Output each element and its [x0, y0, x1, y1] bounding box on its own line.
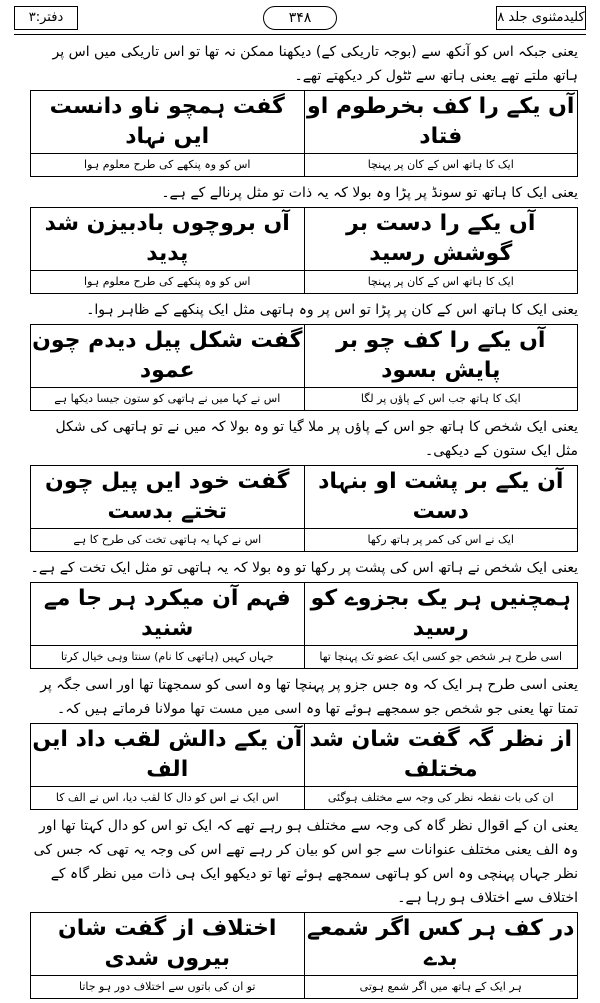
page-body — [30, 40, 578, 1003]
gloss-left: اس نے کہا یہ ہاتھی تخت کی طرح کا ہے — [31, 529, 305, 552]
gloss-left: تو ان کی باتوں سے اختلاف دور ہو جاتا — [31, 976, 305, 999]
commentary-paragraph: یعنی ایک کا ہاتھ اس کے کان پر پڑا تو اس پر وہ ہاتھی مثل ایک پنکھے کے ظاہر ہوا۔ — [86, 302, 578, 318]
volume-label: دفتر:۳ — [14, 6, 78, 30]
verse-left-hemistich: گفت ہمچو ناو دانست ایں نہاد — [31, 91, 305, 154]
verse-left-hemistich: گفت خود ایں پیل چون تختے بدست — [31, 466, 305, 529]
commentary-paragraph: یعنی اسی طرح ہر ایک کہ وہ جس جزو پر پہنچا تھا وہ اسی کو سمجھتا تھا اور اسی جگہ پر تمتا تھا یعنی جو شخص جو سمجھے ہوئے تھا وہ اسی میں مست تھا مولانا فرماتے ہیں کہ۔ — [40, 677, 578, 717]
commentary-paragraph: یعنی ایک شخص نے ہاتھ اس کی پشت پر رکھا تو وہ بولا کہ یہ ہاتھی تو مثل ایک تخت کے ہے۔ — [30, 560, 578, 576]
verse-left-hemistich: آن یکے دالش لقب داد ایں الف — [31, 724, 305, 787]
verse-left-hemistich: آں بروچوں بادبیزن شد پدید — [31, 208, 305, 271]
gloss-left: اس ایک نے اس کو دال کا لقب دیا، اس نے الف کا — [31, 787, 305, 810]
header-rule — [14, 34, 586, 35]
commentary-paragraph: یعنی جبکہ اس کو آنکھ سے (بوجہ تاریکی کے) دیکھنا ممکن نہ تھا تو اس تاریکی میں اس پر ہاتھ ملتے تھے یعنی ہاتھ سے ٹٹول کر دیکھتے تھے۔ — [52, 44, 578, 84]
verse-box — [30, 582, 578, 669]
verse-left-hemistich: فہم آن میکرد ہر جا مے شنید — [31, 583, 305, 646]
verse-box — [30, 207, 578, 294]
verse-right-hemistich: آں یکے را کف بخرطوم او فتاد — [304, 91, 578, 154]
verse-right-hemistich: در کف ہر کس اگر شمعے بدے — [304, 913, 578, 976]
verse-box — [30, 723, 578, 810]
verse-box — [30, 90, 578, 177]
gloss-left: اس کو وہ پنکھے کی طرح معلوم ہوا — [31, 154, 305, 177]
verse-right-hemistich: آں یکے را کف چو بر پایش بسود — [304, 325, 578, 388]
verse-right-hemistich: از نظر گہ گفت شان شد مختلف — [304, 724, 578, 787]
gloss-right: ہر ایک کے ہاتھ میں اگر شمع ہوتی — [304, 976, 578, 999]
gloss-left: اس نے کہا میں نے ہاتھی کو ستون جیسا دیکھا ہے — [31, 388, 305, 411]
commentary-paragraph: یعنی ان کے اقوال نظر گاہ کی وجہ سے مختلف ہو رہے تھے کہ ایک تو اس کو دال کہتا تھا اور وہ الف یعنی مختلف عنوانات سے جو اس کو بیان کر رہے تھے اس کی وجہ یہ تھی کہ جس کی نظر جہاں پہنچی وہ اس کو ہاتھی سمجھے ہوئے تھا تو دیکھو ایک ہی ذات میں نظر گاہ کے اختلاف سے اختلاف ہو رہا ہے۔ — [33, 818, 578, 906]
gloss-left: اس کو وہ پنکھے کی طرح معلوم ہوا — [31, 271, 305, 294]
verse-left-hemistich: گفت شکل پیل دیدم چون عمود — [31, 325, 305, 388]
verse-right-hemistich: ہمچنیں ہر یک بجزوے کو رسید — [304, 583, 578, 646]
verse-box — [30, 912, 578, 999]
verse-box — [30, 324, 578, 411]
gloss-right: ایک کا ہاتھ اس کے کان پر پہنچا — [304, 154, 578, 177]
verse-box — [30, 465, 578, 552]
verse-left-hemistich: اختلاف از گفت شان بیروں شدی — [31, 913, 305, 976]
book-title: کلیدمثنوی جلد ۸ — [496, 6, 586, 30]
verse-right-hemistich: آں یکے را دست بر گوشش رسید — [304, 208, 578, 271]
gloss-right: ایک نے اس کی کمر پر ہاتھ رکھا — [304, 529, 578, 552]
gloss-right: اسی طرح ہر شخص جو کسی ایک عضو تک پہنچا تھا — [304, 646, 578, 669]
commentary-paragraph: یعنی ایک شخص کا ہاتھ جو اس کے پاؤں پر ملا گیا تو وہ بولا کہ میں نے تو ہاتھی کی شکل مثل ایک ستون کے دیکھی۔ — [55, 419, 578, 459]
page-header — [14, 6, 586, 32]
commentary-paragraph: یعنی ایک کا ہاتھ تو سونڈ پر پڑا وہ بولا کہ یہ ذات تو مثل پرنالے کے ہے۔ — [161, 185, 578, 201]
gloss-right: ایک کا ہاتھ جب اس کے پاؤں پر لگا — [304, 388, 578, 411]
gloss-right: ان کی بات نقطہ نظر کی وجہ سے مختلف ہوگئی — [304, 787, 578, 810]
gloss-right: ایک کا ہاتھ اس کے کان پر پہنچا — [304, 271, 578, 294]
verse-right-hemistich: آن یکے بر پشت او بنہاد دست — [304, 466, 578, 529]
page-number: ۳۴۸ — [263, 6, 337, 30]
gloss-left: جہاں کہیں (ہاتھی کا نام) سنتا وہی خیال کرتا — [31, 646, 305, 669]
